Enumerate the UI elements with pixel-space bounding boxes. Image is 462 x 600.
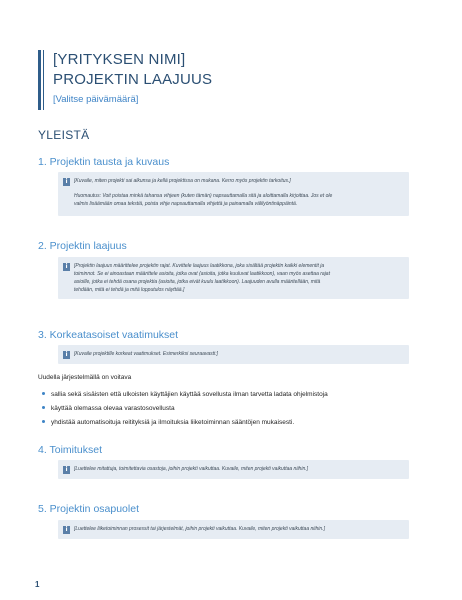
- requirements-intro: Uudella järjestelmällä on voitava: [38, 374, 132, 381]
- info-icon: i: [63, 526, 70, 534]
- page-number: 1: [35, 580, 40, 589]
- bullet-icon: [42, 392, 45, 395]
- info-icon: i: [63, 466, 70, 474]
- tip-text: valmis lisäämään omaa tekstiä, poista vihje napsauttamalla vihjettä ja painamalla välilyöntinäppäintä.: [74, 201, 298, 207]
- list-item-text: sallia sekä sisäisten että ulkoisten käyttäjien käyttää sovellusta ilman tarvetta ladata ohjelmistoja: [51, 391, 328, 398]
- tip-text: asioille, jotka ei tehdä osana projektia (asioita, jotka eivät kuulu laatikkoon). Laajuuden avulla määritellään, mitä: [74, 279, 321, 285]
- tip-text: [Luettelee mitattuja, toimitettavia osastoja, joihin projekti vaikuttaa. Kuvaile, miten projekti vaikuttaa niihin.]: [74, 466, 309, 472]
- tip-box-stakeholders[interactable]: [58, 520, 409, 539]
- info-icon: i: [63, 178, 70, 186]
- tip-box-scope[interactable]: [58, 257, 409, 299]
- header-accent-bar: [38, 50, 41, 110]
- info-icon: i: [63, 263, 70, 271]
- section-heading-deliverables: 4. Toimitukset: [38, 444, 102, 456]
- tip-text: toiminnot. Se ei ainoastaan määrittele asioita, jotka ovat (asioita, jotka kuuluvat laatikkoon), vaan myös asettaa rajat: [74, 271, 330, 277]
- section-heading-requirements: 3. Korkeatasoiset vaatimukset: [38, 329, 179, 341]
- tip-box-deliverables[interactable]: [58, 460, 409, 479]
- bullet-icon: [42, 420, 45, 423]
- list-item: [42, 391, 328, 398]
- date-picker[interactable]: [Valitse päivämäärä]: [53, 94, 139, 105]
- list-item: [42, 405, 175, 412]
- tip-text: [Luettelee liiketoiminnan prosessit tai järjestelmät, joihin projekti vaikuttaa. Kuvaile, miten projekti vaikuttaa niihin.]: [74, 526, 325, 532]
- tip-text: tehdään, mitä ei tehdä ja mitä lopputulos näyttää.]: [74, 287, 185, 293]
- tip-text: [Kuvaile, miten projekti sai alkunsa ja kellä projektissa on mukana. Kerro myös projektin tarkoitus.]: [74, 178, 291, 184]
- tip-box-background[interactable]: [58, 172, 409, 216]
- tip-text: Huomautus: Voit poistaa minkä tahansa vihjeen (kuten tämän) napsauttamalla sitä ja aloittamalla kirjoittaa. Jos et ole: [74, 193, 333, 199]
- list-item-text: yhdistää automatisoituja reitityksiä ja ilmoituksia liiketoiminnan sääntöjen mukaisesti.: [51, 419, 295, 426]
- section-heading-scope: 2. Projektin laajuus: [38, 240, 127, 252]
- document-title: PROJEKTIN LAAJUUS: [53, 71, 213, 88]
- overview-heading: YLEISTÄ: [38, 128, 90, 142]
- list-item: [42, 419, 294, 426]
- tip-box-requirements[interactable]: [58, 345, 409, 364]
- info-icon: i: [63, 351, 70, 359]
- list-item-text: käyttää olemassa olevaa varastosovellusta: [51, 405, 175, 412]
- bullet-icon: [42, 406, 45, 409]
- section-heading-background: 1. Projektin tausta ja kuvaus: [38, 156, 170, 168]
- company-name[interactable]: [YRITYKSEN NIMI]: [53, 51, 186, 68]
- header-accent-line: [43, 50, 44, 110]
- tip-text: [Kuvaile projektille korkeat vaatimukset. Esimerkiksi seuraavasti:]: [74, 351, 218, 357]
- section-heading-stakeholders: 5. Projektin osapuolet: [38, 503, 139, 515]
- tip-text: [Projektin laajuus määrittelee projektin rajat. Kuvittele laajuus laatikkona, joka sisältää projektin kaikki elementit ja: [74, 263, 325, 269]
